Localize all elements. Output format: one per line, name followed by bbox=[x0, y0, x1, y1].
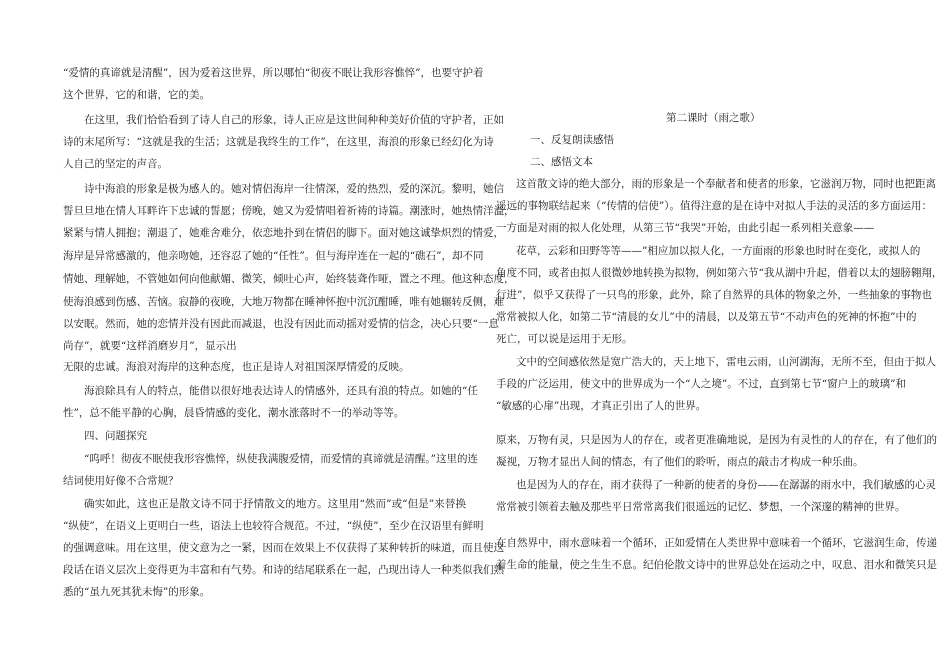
paragraph-line: 诗的末尾所写：“这就是我的生活；这就是我终生的工作”，在这里，海浪的形象已经幻化为诗 bbox=[63, 136, 494, 148]
paragraph-line: 在这里，我们恰恰看到了诗人自己的形象，诗人正应是这世间种种美好价值的守护者，正如 bbox=[84, 114, 504, 126]
lesson-title: 第二课时（雨之歌） bbox=[666, 112, 761, 124]
paragraph-line: 在自然界中，雨水意味着一个循环，正如爱情在人类世界中意味着一个循环，它滋润生命，传递 bbox=[496, 537, 937, 549]
paragraph-line: 海岸是异常感激的，他亲吻她，还容忍了她的“任性”。但与海岸连在一起的“礁石”，却不同 bbox=[63, 250, 484, 262]
section-heading: 二、感悟文本 bbox=[530, 156, 593, 168]
paragraph-line: 常常被引领着去触及那些平日常常离我们很遥远的记忆、梦想，一个深邃的精神的世界。 bbox=[496, 501, 906, 513]
paragraph-line: 着生命的能量，使之生生不息。纪伯伦散文诗中的世界总处在运动之中，叹息、泪水和微笑只是 bbox=[496, 559, 937, 571]
paragraph-line: 诗中海浪的形象是极为感人的。她对情侣海岸一往情深，爱的热烈，爱的深沉。黎明，她信 bbox=[84, 183, 504, 195]
paragraph-line: 使海浪感到伤感、苦恼。寂静的夜晚，大地万物都在睡神怀抱中沉沉酣睡，唯有她辗转反侧，难 bbox=[63, 296, 504, 308]
paragraph-line: “敏感的心扉”出现，才真正引出了人的世界。 bbox=[496, 400, 707, 412]
paragraph-line: 死亡，可以说是运用于无形。 bbox=[496, 333, 633, 345]
paragraph-line: 文中的空间感依然是宽广浩大的，天上地下，雷电云雨，山河湖海，无所不至，但由于拟人 bbox=[516, 356, 936, 368]
paragraph-line: 段话在语义层次上变得更为丰富和有气势。和诗的结尾联系在一起，凸现出诗人一种类似我们熟 bbox=[63, 564, 504, 576]
paragraph-line: 尚存”，就要“这样消磨岁月”，显示出 bbox=[63, 340, 237, 352]
paragraph-line: 无限的忠诚。海浪对海岸的这种态度，也正是诗人对祖国深厚情爱的反映。 bbox=[63, 361, 410, 373]
paragraph-line: 悉的“虽九死其犹未悔”的形象。 bbox=[63, 586, 211, 598]
paragraph-line: 的强调意味。用在这里，使文意为之一紧，因而在效果上不仅获得了某种转折的味道，而且使这 bbox=[63, 542, 504, 554]
paragraph-line: 紧紧与情人拥抱；潮退了，她难舍难分，依恋地扑到在情侣的脚下。面对她这诚挚炽烈的情爱， bbox=[63, 227, 504, 239]
paragraph-line: 人自己的坚定的声音。 bbox=[63, 158, 168, 170]
paragraph-line: 以安眠。然而，她的恋情并没有因此而减退，也没有因此而动摇对爱情的信念，决心只要“一息 bbox=[63, 318, 499, 330]
paragraph-line: 确实如此，这也正是散文诗不同于抒情散文的地方。这里用“然而”或“但是”来替换 bbox=[84, 498, 466, 510]
section-heading: 一、反复朗读感悟 bbox=[530, 134, 614, 146]
paragraph-line: 凝视，万物才显出人间的情态，有了他们的聆听，雨点的敲击才构成一种乐曲。 bbox=[496, 456, 864, 468]
paragraph-line: 一方面是对雨的拟人化处理，从第三节“我哭”开始，由此引起一系列相关意象—— bbox=[496, 222, 875, 234]
paragraph-line: 这个世界，它的和谐，它的美。 bbox=[63, 89, 210, 101]
paragraph-line: 花草，云彩和田野等等——”相应加以拟人化，一方面雨的形象也时时在变化，或拟人的 bbox=[516, 245, 921, 257]
paragraph-line: 这首散文诗的绝大部分，雨的形象是一个奉献者和使者的形象，它滋润万物，同时也把距离 bbox=[516, 178, 936, 190]
paragraph-line: 常常被拟人化，如第二节“清晨的女儿”中的清晨，以及第五节“不动声色的死神的怀抱”中的 bbox=[496, 311, 917, 323]
paragraph-line: “呜呼！彻夜不眠使我形容憔悴，纵使我满腹爱情，而爱情的真谛就是清醒。”这里的连 bbox=[84, 453, 478, 465]
paragraph-line: 情她、理解她，不管她如何向他献媚、微笑，倾吐心声，始终装聋作哑，置之不理。他这种态度， bbox=[63, 273, 515, 285]
paragraph-line: 手段的广泛运用，使文中的世界成为一个“人之境”。不过，直到第七节“窗户上的玻璃”和 bbox=[496, 378, 906, 390]
paragraph-line: 遥远的事物联结起来（“传情的信使”）。值得注意的是在诗中对拟人手法的灵活的多方面运用： bbox=[496, 200, 932, 212]
paragraph-line: 海浪除具有人的特点，能借以很好地表达诗人的情感外，还具有浪的特点。如她的“任 bbox=[84, 385, 478, 397]
paragraph-line: 行进”，似乎又获得了一只鸟的形象，此外，除了自然界的具体的物象之外，一些抽象的事物也 bbox=[496, 289, 932, 301]
paragraph-line: 誓旦旦地在情人耳畔许下忠诚的誓愿；傍晚，她又为爱情唱着祈祷的诗篇。潮涨时，她热情洋溢， bbox=[63, 205, 515, 217]
section-heading: 四、问题探究 bbox=[84, 430, 147, 442]
paragraph-line: 角度不同，或者由拟人很微妙地转换为拟物，例如第六节“我从湖中升起，借着以太的翅膀翱翔， bbox=[496, 267, 943, 279]
paragraph-line: “纵使”，在语义上更明白一些，语法上也较符合规范。不过，“纵使”，至少在汉语里有鲜明 bbox=[63, 520, 484, 532]
paragraph-line: 结词使用好像不合常规？ bbox=[63, 475, 179, 487]
paragraph-line: 性”，总不能平静的心胸，晨昏情感的变化，潮水涨落时不一的举动等等。 bbox=[63, 407, 405, 419]
paragraph-line: 也是因为人的存在，雨才获得了一种新的使者的身份——在潺潺的雨水中，我们敏感的心灵 bbox=[516, 479, 936, 491]
paragraph-line: “爱情的真谛就是清醒”，因为爱着这世界，所以哪怕“彻夜不眠让我形容憔悴”，也要守护着 bbox=[63, 67, 484, 79]
paragraph-line: 原来，万物有灵，只是因为人的存在，或者更准确地说，是因为有灵性的人的存在，有了他们的 bbox=[496, 434, 937, 446]
